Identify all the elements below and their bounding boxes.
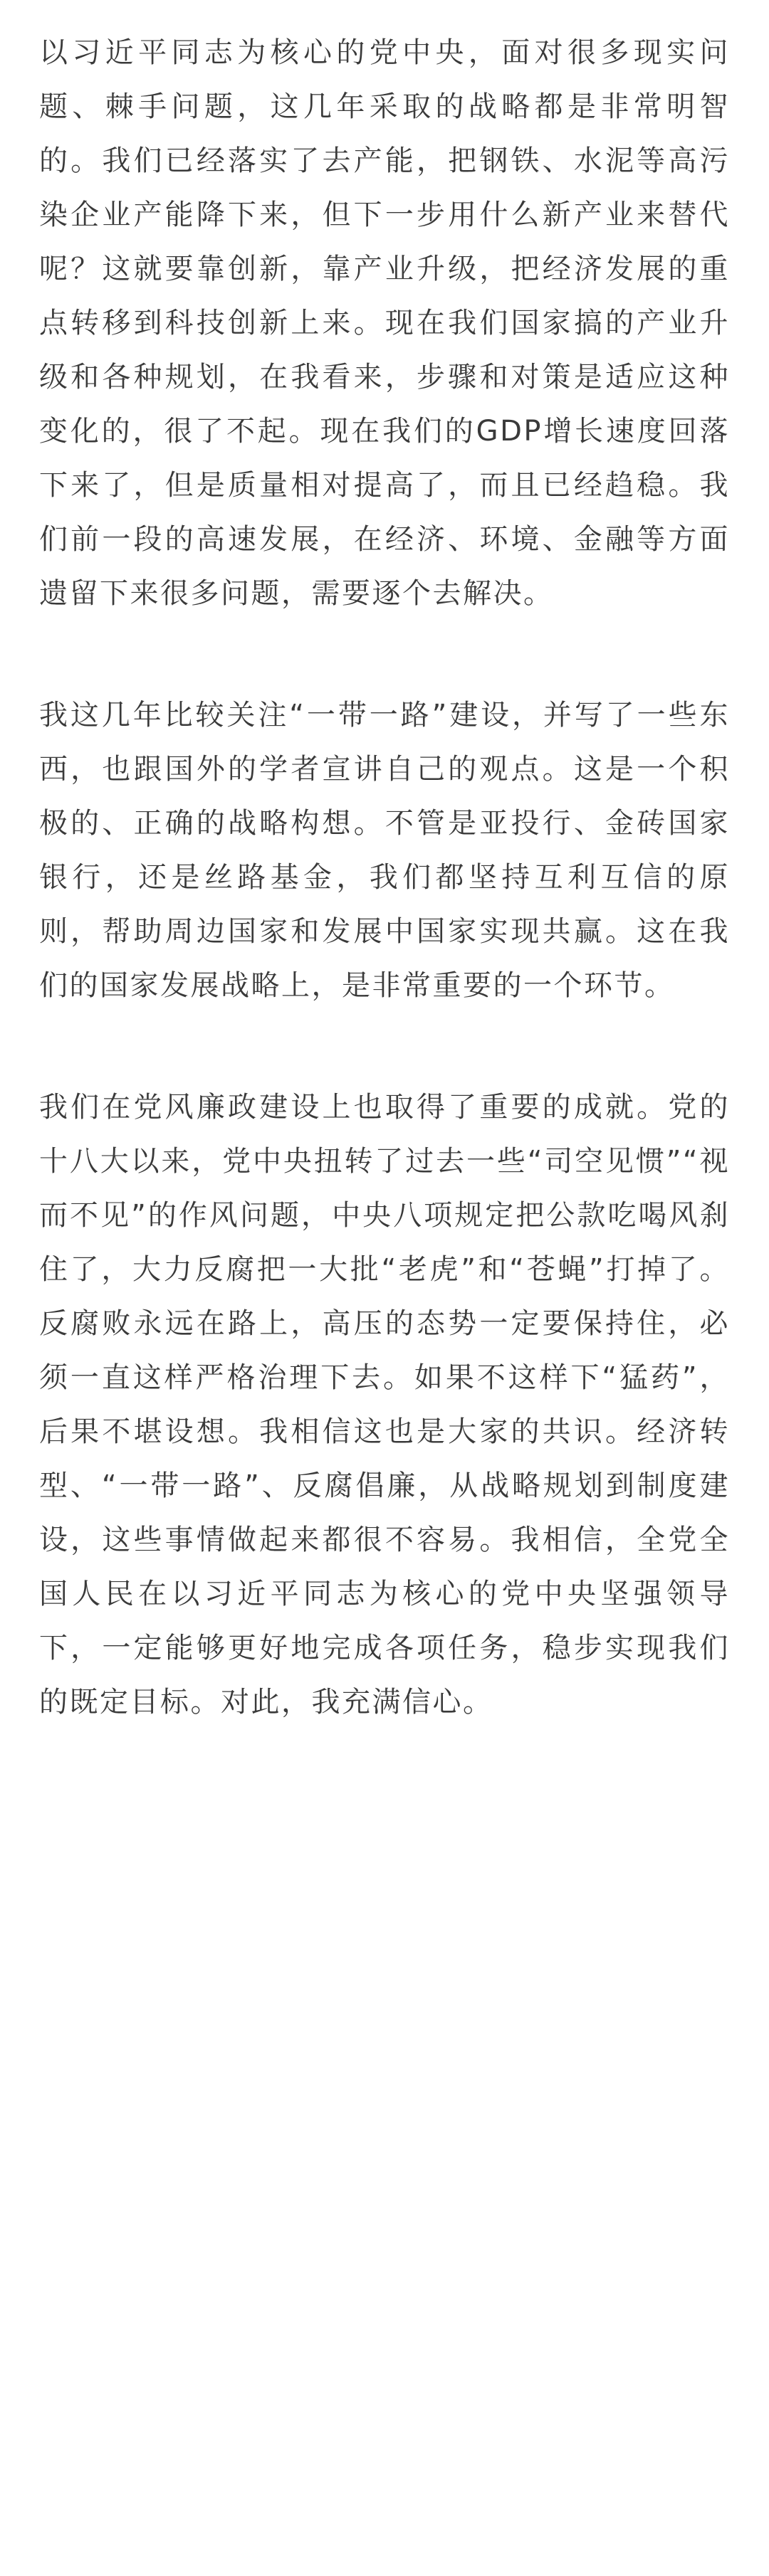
- paragraph-anti-corruption: 我们在党风廉政建设上也取得了重要的成就。党的十八大以来，党中央扭转了过去一些“司空见惯”“视而不见”的作风问题，中央八项规定把公款吃喝风刹住了，大力反腐把一大批“老虎”和“苍蝇”打掉了。反腐败永远在路上，高压的态势一定要保持住，必须一直这样严格治理下去。如果不这样下“猛药”，后果不堪设想。我相信这也是大家的共识。经济转型、“一带一路”、反腐倡廉，从战略规划到制度建设，这些事情做起来都很不容易。我相信，全党全国人民在以习近平同志为核心的党中央坚强领导下，一定能够更好地完成各项任务，稳步实现我们的既定目标。对此，我充满信心。: [39, 1091, 730, 1719]
- paragraph-economy: 以习近平同志为核心的党中央，面对很多现实问题、棘手问题，这几年采取的战略都是非常明智的。我们已经落实了去产能，把钢铁、水泥等高污染企业产能降下来，但下一步用什么新产业来替代呢？这就要靠创新，靠产业升级，把经济发展的重点转移到科技创新上来。现在我们国家搞的产业升级和各种规划，在我看来，步骤和对策是适应这种变化的，很了不起。现在我们的GDP增长速度回落下来了，但是质量相对提高了，而且已经趋稳。我们前一段的高速发展，在经济、环境、金融等方面遗留下来很多问题，需要逐个去解决。: [39, 36, 730, 610]
- paragraph-belt-and-road: 我这几年比较关注“一带一路”建设，并写了一些东西，也跟国外的学者宣讲自己的观点。这是一个积极的、正确的战略构想。不管是亚投行、金砖国家银行，还是丝路基金，我们都坚持互利互信的原则，帮助周边国家和发展中国家实现共赢。这在我们的国家发展战略上，是非常重要的一个环节。: [39, 699, 730, 1002]
